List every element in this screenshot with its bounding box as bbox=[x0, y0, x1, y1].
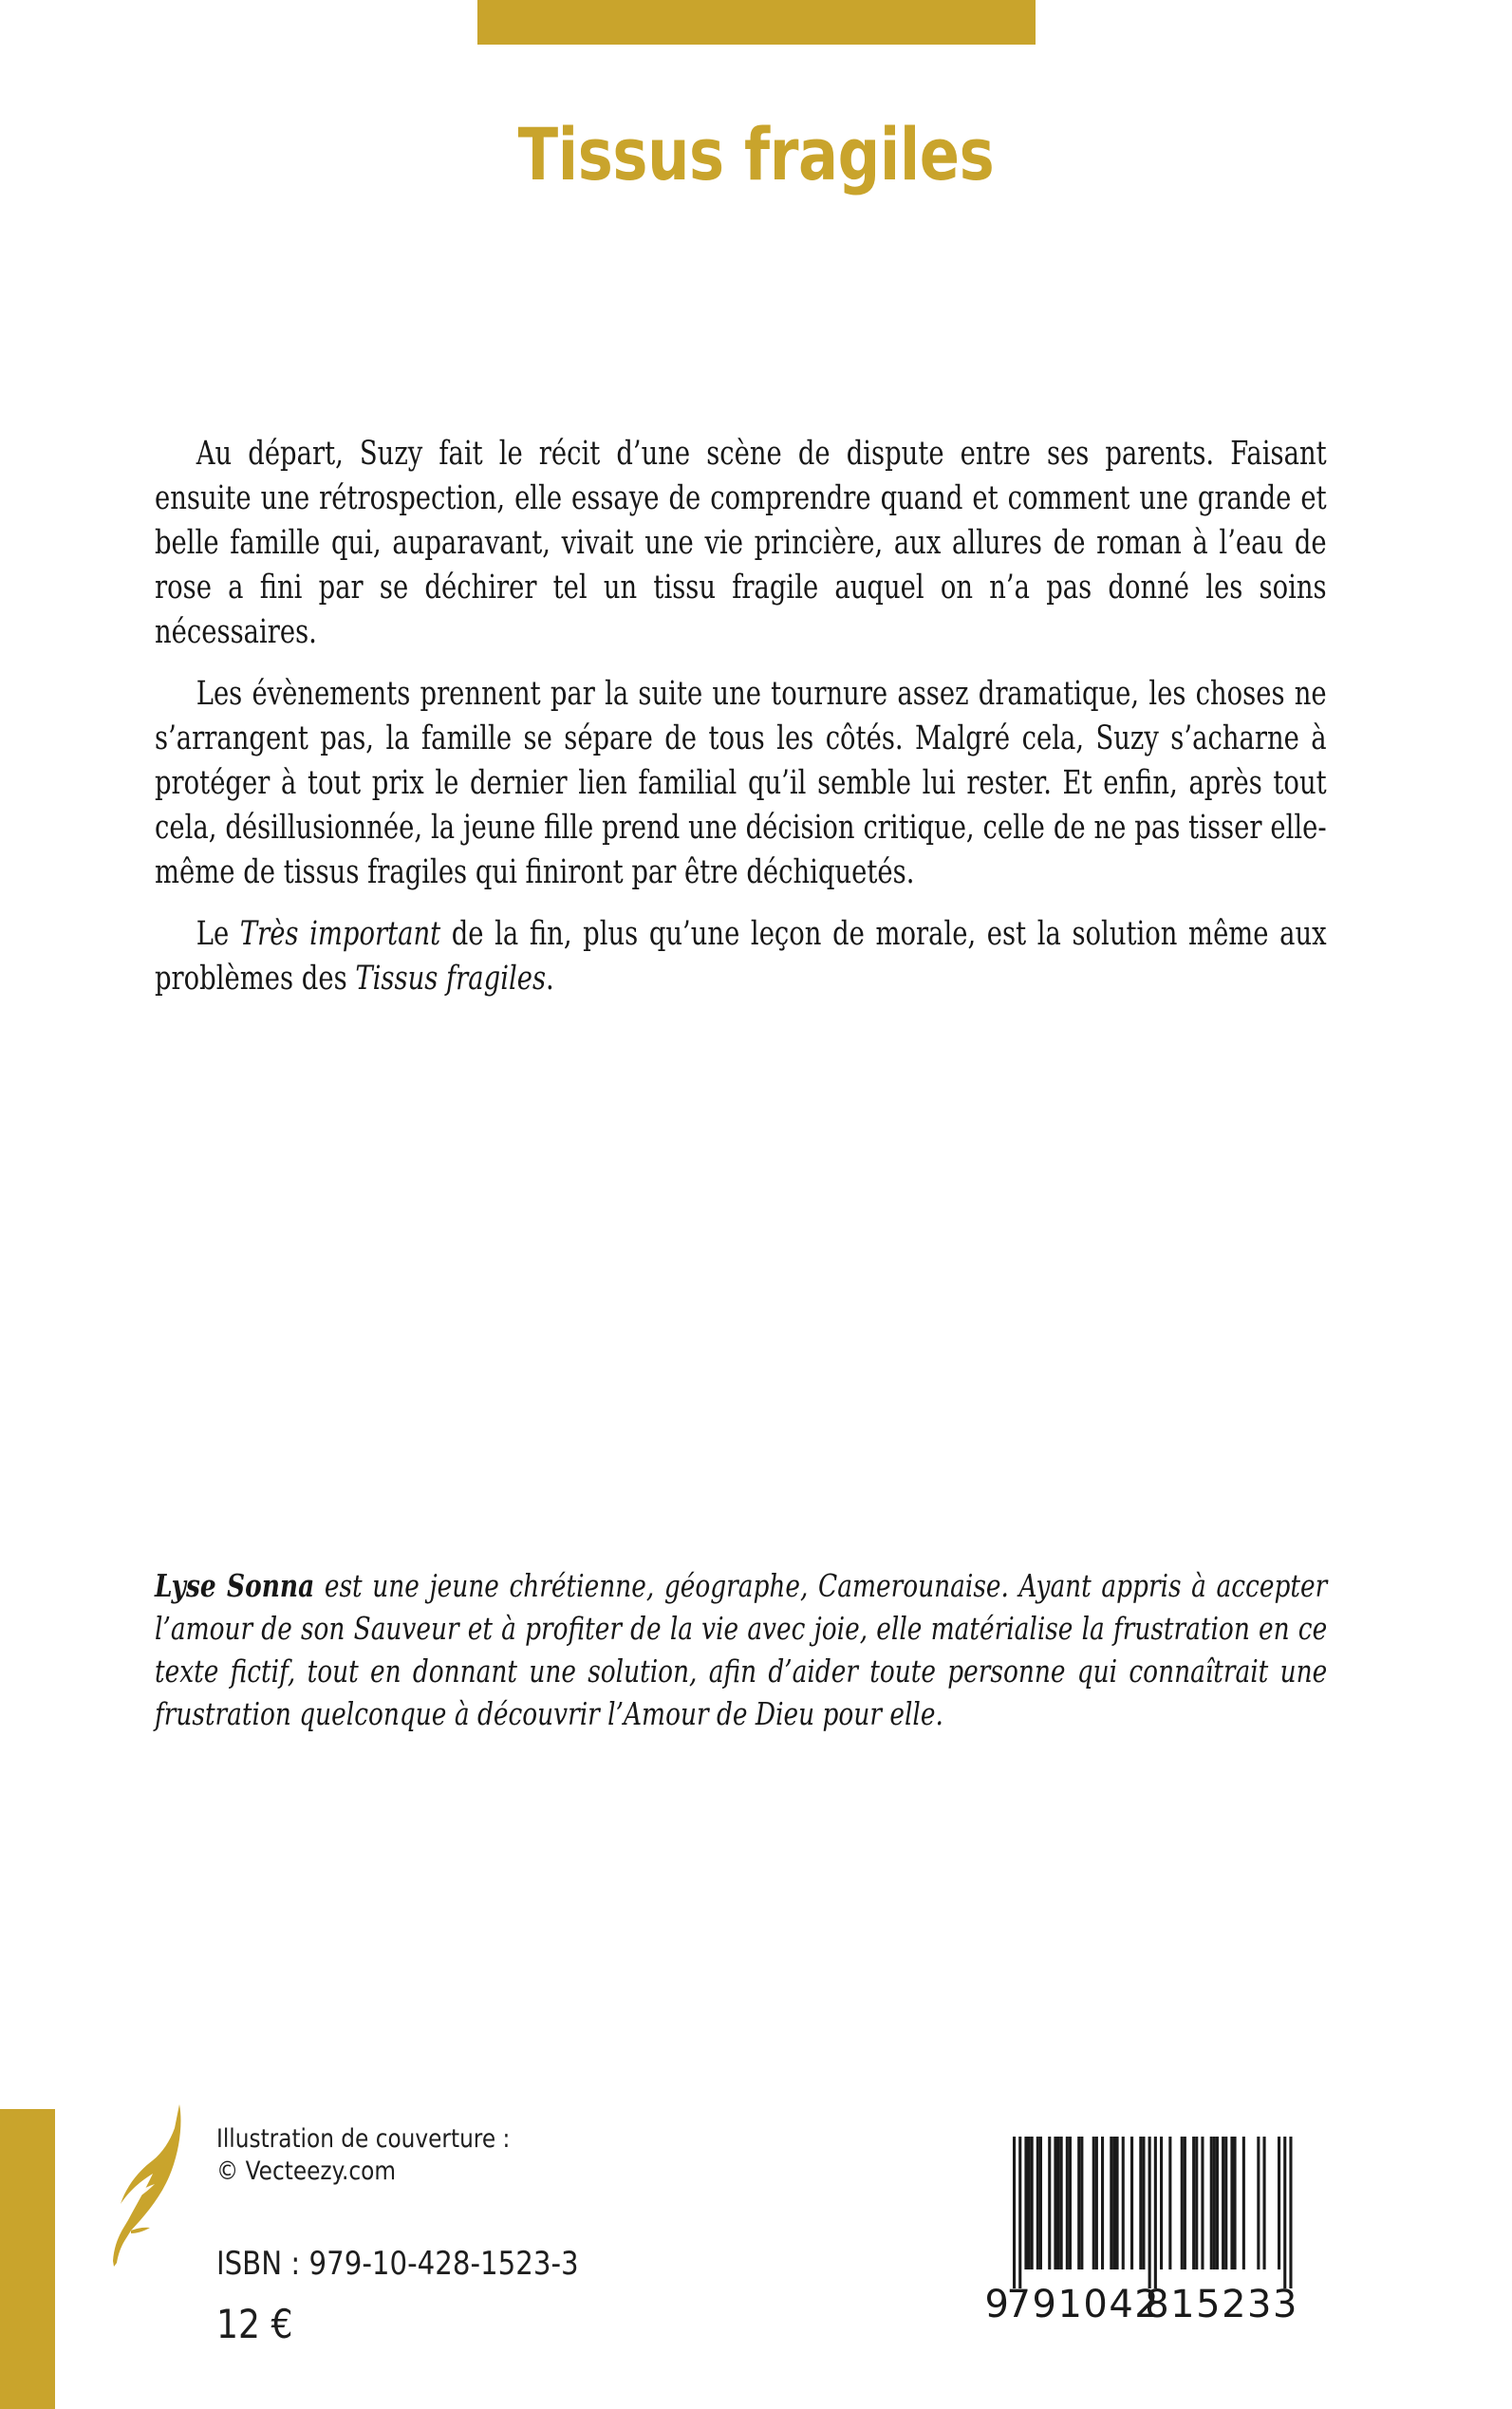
author-bio-text: Lyse Sonna est une jeune chrétienne, géographe, Camerounaise. Ayant appris à accepter l’amour de son Sauveur et à profiter de la vie avec joie, elle matérialise la frustration en ce texte fictif, tout en donnant une solution, afin d’aider toute personne qui connaîtrait une frustration quelconque à découvrir l’Amour de Dieu pour elle. bbox=[155, 1567, 1328, 1732]
blurb-paragraph-3: Le Très important de la fin, plus qu’une leçon de morale, est la solution même aux problèmes des Tissus fragiles. bbox=[155, 915, 1327, 998]
ean13-barcode bbox=[984, 2131, 1321, 2335]
page-title: Tissus fragiles bbox=[517, 112, 995, 196]
blurb-section bbox=[155, 432, 1327, 1001]
svg-text:815233: 815233 bbox=[1145, 2283, 1298, 2326]
blurb-paragraph-1: Au départ, Suzy fait le récit d’une scène de dispute entre ses parents. Faisant ensuite une rétrospection, elle essaye de comprendre quand et comment une grande et belle famille qui, auparavant, vivait une vie princière, aux allures de roman à l’eau de rose a fini par se déchirer tel un tissu fragile auquel on n’a pas donné les soins nécessaires. bbox=[155, 435, 1327, 651]
isbn-text: ISBN : 979-10-428-1523-3 bbox=[216, 2245, 579, 2283]
quill-feather-icon bbox=[100, 2100, 187, 2270]
cover-credit bbox=[216, 2123, 558, 2188]
svg-text:791042: 791042 bbox=[1006, 2283, 1161, 2326]
top-accent-bar bbox=[477, 0, 1036, 45]
author-bio-section bbox=[155, 1564, 1327, 1735]
price-text: 12 € bbox=[216, 2301, 293, 2347]
left-accent-bar bbox=[0, 2109, 55, 2409]
cover-credit-line-1: Illustration de couverture : bbox=[216, 2124, 511, 2154]
svg-text:9: 9 bbox=[984, 2283, 1011, 2326]
blurb-paragraph-2: Les évènements prennent par la suite une tournure assez dramatique, les choses ne s’arrangent pas, la famille se sépare de tous les côtés. Malgré cela, Suzy s’acharne à protéger à tout prix le dernier lien familial qu’il semble lui rester. Et enfin, après tout cela, désillusionnée, la jeune fille prend une décision critique, celle de ne pas tisser elle-même de tissus fragiles qui finiront par être déchiquetés. bbox=[155, 675, 1327, 891]
cover-credit-line-2: © Vecteezy.com bbox=[216, 2157, 397, 2186]
